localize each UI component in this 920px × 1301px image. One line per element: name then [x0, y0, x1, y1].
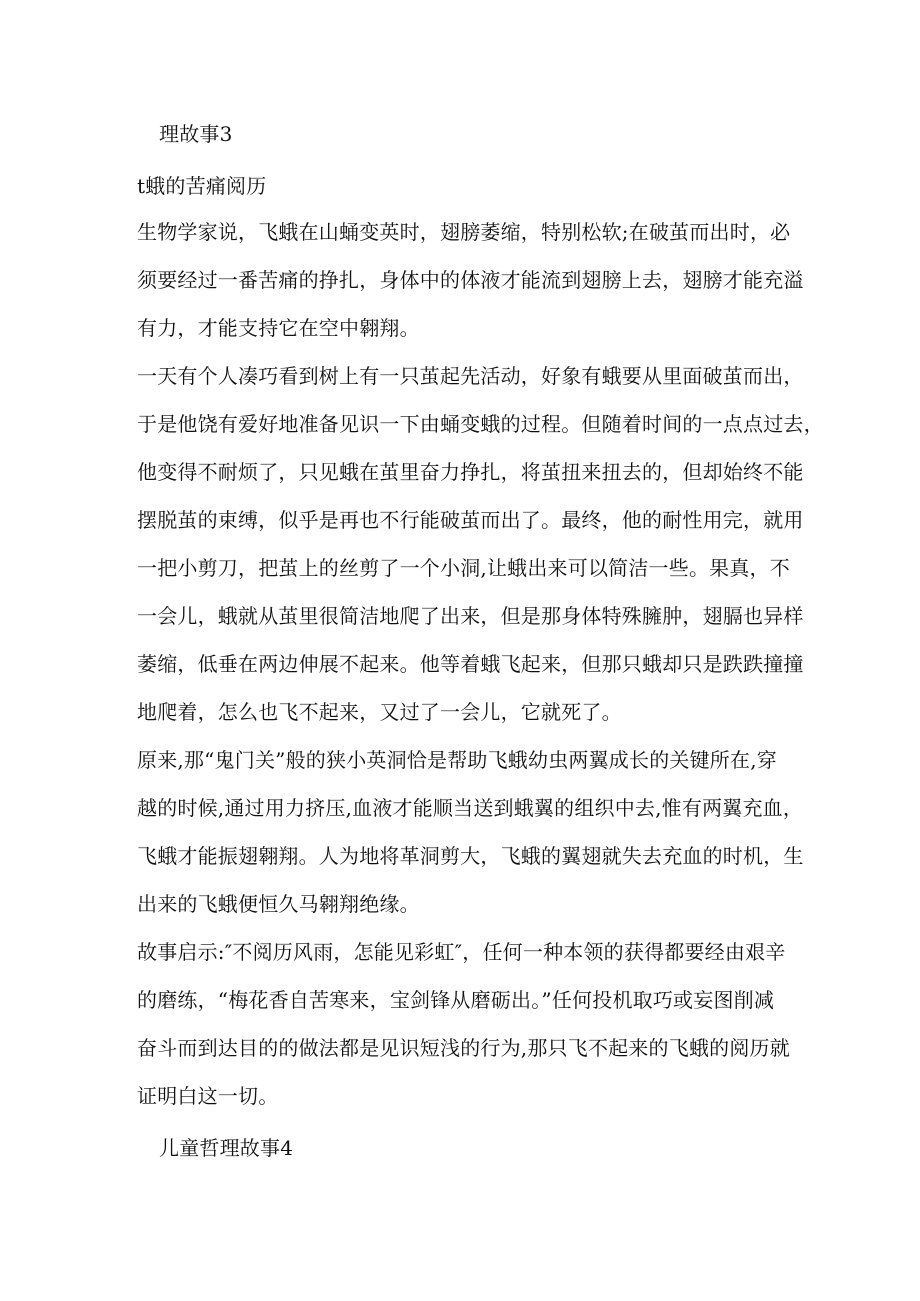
- paragraph-2-line-4: 摆脱茧的束缚，似乎是再也不行能破茧而出了。最终，他的耐性用完，就用: [137, 508, 804, 532]
- section-heading-story-3: 理故事3: [159, 122, 233, 146]
- paragraph-1-line-3: 有力，才能支持它在空中翱翔。: [137, 316, 420, 340]
- paragraph-2-line-2: 于是他饶有爱好地准备见识一下由蛹变蛾的过程。但随着时间的一点点过去，: [137, 412, 824, 436]
- paragraph-4-line-4: 证明白这一切。: [137, 1084, 279, 1108]
- paragraph-2-line-7: 萎缩，低垂在两边伸展不起来。他等着蛾飞起来，但那只蛾却只是跌跌撞撞: [137, 652, 804, 676]
- paragraph-4-line-3: 奋斗而到达目的的做法都是见识短浅的行为,那只飞不起来的飞蛾的阅历就: [137, 1036, 790, 1060]
- paragraph-1-line-1: 生物学家说，飞蛾在山蛹变英时，翅膀萎缩，特别松软;在破茧而出时，必: [137, 220, 791, 244]
- paragraph-3-line-2: 越的时候,通过用力挤压,血液才能顺当送到蛾翼的组织中去,惟有两翼充血，: [137, 796, 804, 820]
- paragraph-2-line-8: 地爬着，怎么也飞不起来，又过了一会儿，它就死了。: [137, 700, 622, 724]
- paragraph-4-line-1: 故事启示:″不阅历风雨，怎能见彩虹″，任何一种本领的获得都要经由艰辛: [137, 940, 786, 964]
- paragraph-3-line-1: 原来,那“鬼门关”般的狭小英洞恰是帮助飞蛾幼虫两翼成长的关键所在,穿: [137, 748, 777, 772]
- paragraph-2-line-1: 一天有个人凑巧看到树上有一只茧起先活动，好象有蛾要从里面破茧而出，: [137, 364, 804, 388]
- paragraph-2-line-5: 一把小剪刀，把茧上的丝剪了一个小洞,让蛾出来可以简洁一些。果真，不: [137, 556, 790, 580]
- paragraph-4-line-2: 的磨练，“梅花香自苦寒来，宝剑锋从磨砺出。”任何投机取巧或妄图削减: [137, 988, 775, 1012]
- paragraph-3-line-3: 飞蛾才能振翅翱翔。人为地将革洞剪大，飞蛾的翼翅就失去充血的时机，生: [137, 844, 804, 868]
- paragraph-2-line-6: 一会儿，蛾就从茧里很简洁地爬了出来，但是那身体特殊臃肿，翅膈也异样: [137, 604, 804, 628]
- paragraph-1-line-2: 须要经过一番苦痛的挣扎，身体中的体液才能流到翅膀上去，翅膀才能充溢: [137, 268, 804, 292]
- section-heading-story-4: 儿童哲理故事4: [159, 1136, 294, 1160]
- paragraph-3-line-4: 出来的飞蛾便恒久马翱翔绝缘。: [137, 892, 420, 916]
- paragraph-2-line-3: 他变得不耐烦了，只见蛾在茧里奋力挣扎，将茧扭来扭去的，但却始终不能: [137, 460, 804, 484]
- story-title: t蛾的苦痛阅历: [137, 174, 267, 198]
